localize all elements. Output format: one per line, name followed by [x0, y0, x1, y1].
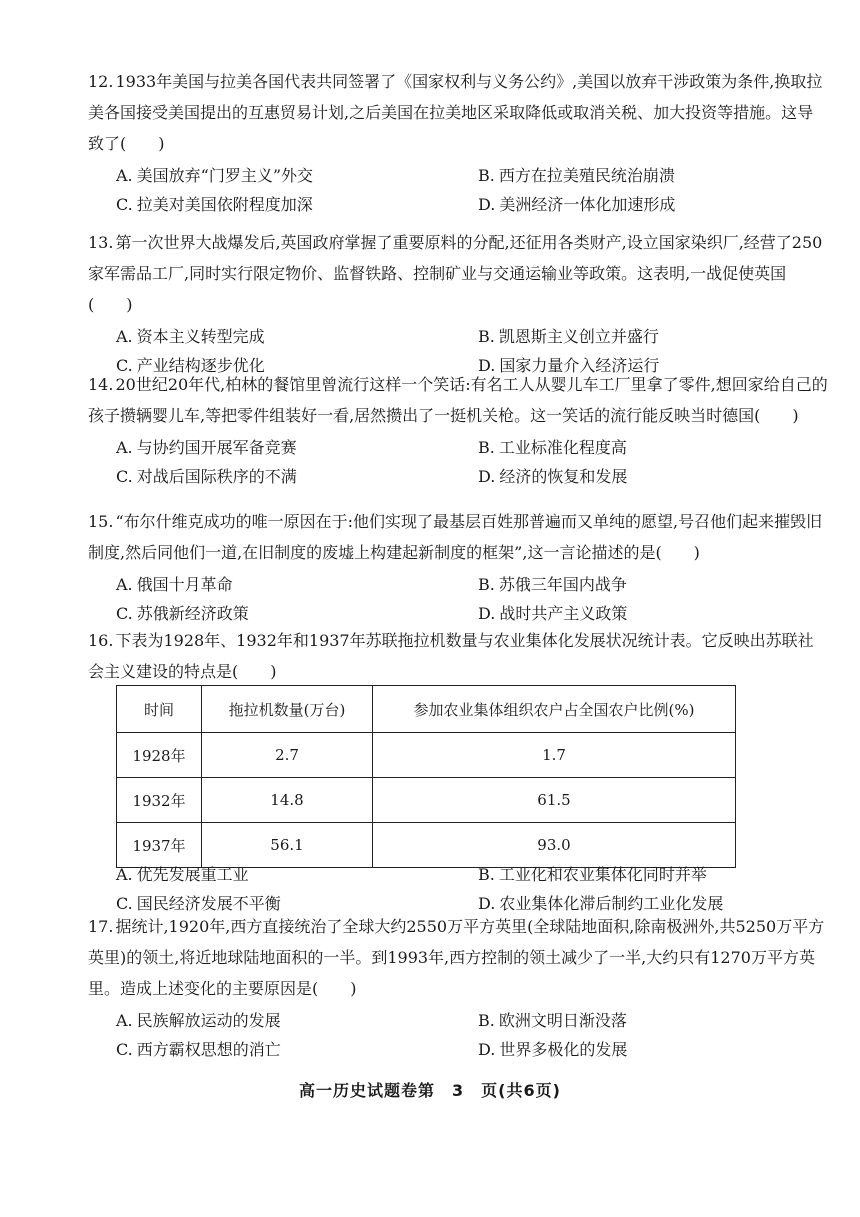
- option-b[interactable]: [450, 433, 828, 462]
- option-label: A.: [116, 438, 133, 457]
- option-text: 民族解放运动的发展: [136, 1011, 281, 1030]
- option-label: D.: [478, 894, 496, 913]
- option-text: 对战后国际秩序的不满: [136, 467, 297, 486]
- option-b[interactable]: [450, 570, 828, 599]
- option-label: B.: [478, 575, 495, 594]
- option-label: D.: [478, 195, 496, 214]
- table-cell: 1937年: [117, 823, 202, 868]
- question-stem: 20世纪20年代,柏林的餐馆里曾流行这样一个笑话:有名工人从婴儿车工厂里拿了零件,想回家给自己的孩子攒辆婴儿车,等把零件组装好一看,居然攒出了一挺机关枪。这一笑话的流行能反映当时德国( ): [88, 375, 828, 425]
- option-label: B.: [478, 166, 495, 185]
- question-stem: 1933年美国与拉美各国代表共同签署了《国家权利与义务公约》,美国以放弃干涉政策为条件,换取拉美各国接受美国提出的互惠贸易计划,之后美国在拉美地区采取降低或取消关税、加大投资等措施。这导致了( ): [88, 72, 823, 153]
- option-a[interactable]: [88, 322, 450, 351]
- option-text: 西方在拉美殖民统治崩溃: [498, 166, 675, 185]
- table-header: 拖拉机数量(万台): [202, 686, 373, 733]
- option-b[interactable]: [450, 322, 828, 351]
- option-c[interactable]: [88, 1035, 450, 1064]
- table-row: [117, 733, 736, 778]
- option-d[interactable]: [450, 462, 828, 491]
- option-text: 拉美对美国依附程度加深: [136, 195, 313, 214]
- option-text: 凯恩斯主义创立并盛行: [498, 327, 659, 346]
- question-17: [88, 911, 828, 1064]
- option-a[interactable]: [88, 161, 450, 190]
- table-cell: 61.5: [373, 778, 736, 823]
- option-label: D.: [478, 356, 496, 375]
- options: [88, 570, 828, 628]
- option-b[interactable]: [450, 860, 828, 889]
- option-label: D.: [478, 467, 496, 486]
- table-cell: 2.7: [202, 733, 373, 778]
- option-c[interactable]: [88, 599, 450, 628]
- question-13: [88, 227, 828, 380]
- option-d[interactable]: [450, 190, 828, 219]
- option-text: 美国放弃“门罗主义”外交: [136, 166, 314, 185]
- table-cell: 14.8: [202, 778, 373, 823]
- option-text: 资本主义转型完成: [136, 327, 265, 346]
- question-12: [88, 66, 828, 219]
- question-number: 12.: [88, 72, 114, 91]
- option-text: 欧洲文明日渐没落: [498, 1011, 627, 1030]
- table-header-row: [117, 686, 736, 733]
- table-header: 参加农业集体组织农户占全国农户比例(%): [373, 686, 736, 733]
- option-a[interactable]: [88, 1006, 450, 1035]
- question-stem: “布尔什维克成功的唯一原因在于:他们实现了最基层百姓那普遍而又单纯的愿望,号召他们起来摧毁旧制度,然后同他们一道,在旧制度的废墟上构建起新制度的框架”,这一言论描述的是( ): [88, 512, 823, 562]
- option-text: 与协约国开展军备竞赛: [136, 438, 297, 457]
- option-text: 工业化和农业集体化同时并举: [498, 865, 707, 884]
- option-label: A.: [116, 166, 133, 185]
- question-number: 14.: [88, 375, 114, 394]
- option-text: 优先发展重工业: [136, 865, 249, 884]
- option-text: 国民经济发展不平衡: [136, 894, 281, 913]
- option-label: C.: [116, 894, 133, 913]
- option-label: C.: [116, 604, 133, 623]
- option-text: 苏俄新经济政策: [136, 604, 249, 623]
- option-label: D.: [478, 1040, 496, 1059]
- options: [88, 161, 828, 219]
- option-a[interactable]: [88, 570, 450, 599]
- option-label: A.: [116, 575, 133, 594]
- question-14: [88, 369, 828, 491]
- option-label: C.: [116, 195, 133, 214]
- option-c[interactable]: [88, 462, 450, 491]
- question-number: 16.: [88, 631, 114, 650]
- option-label: B.: [478, 327, 495, 346]
- option-label: C.: [116, 356, 133, 375]
- statistics-table: [116, 685, 736, 868]
- option-a[interactable]: [88, 860, 450, 889]
- table-cell: 1932年: [117, 778, 202, 823]
- option-label: B.: [478, 438, 495, 457]
- option-text: 农业集体化滞后制约工业化发展: [499, 894, 724, 913]
- question-number: 15.: [88, 512, 114, 531]
- page-footer: 高一历史试题卷第 3 页(共6页): [299, 1081, 561, 1100]
- option-text: 俄国十月革命: [136, 575, 233, 594]
- table-row: [117, 778, 736, 823]
- option-label: D.: [478, 604, 496, 623]
- option-text: 世界多极化的发展: [499, 1040, 628, 1059]
- option-b[interactable]: [450, 1006, 828, 1035]
- question-16: [88, 625, 828, 687]
- table-header: 时间: [117, 686, 202, 733]
- question-stem: 据统计,1920年,西方直接统治了全球大约2550万平方英里(全球陆地面积,除南极洲外,共5250万平方英里)的领土,将近地球陆地面积的一半。到1993年,西方控制的领土减少了一半,大约只有1270万平方英里。造成上述变化的主要原因是( ): [88, 917, 825, 998]
- option-label: A.: [116, 327, 133, 346]
- option-text: 工业标准化程度高: [498, 438, 627, 457]
- question-stem: 下表为1928年、1932年和1937年苏联拖拉机数量与农业集体化发展状况统计表。它反映出苏联社会主义建设的特点是( ): [88, 631, 814, 681]
- table-cell: 1928年: [117, 733, 202, 778]
- options: [88, 860, 828, 918]
- option-b[interactable]: [450, 161, 828, 190]
- option-text: 美洲经济一体化加速形成: [499, 195, 676, 214]
- option-a[interactable]: [88, 433, 450, 462]
- option-text: 西方霸权思想的消亡: [136, 1040, 281, 1059]
- options: [88, 1006, 828, 1064]
- option-text: 战时共产主义政策: [499, 604, 628, 623]
- option-text: 国家力量介入经济运行: [499, 356, 660, 375]
- question-15: [88, 506, 828, 628]
- table-cell: 56.1: [202, 823, 373, 868]
- question-stem: 第一次世界大战爆发后,英国政府掌握了重要原料的分配,还征用各类财产,设立国家染织厂,经营了250家军需品工厂,同时实行限定物价、监督铁路、控制矿业与交通运输业等政策。这表明,一战促使英国( ): [88, 233, 823, 314]
- option-label: C.: [116, 467, 133, 486]
- option-text: 经济的恢复和发展: [499, 467, 628, 486]
- option-label: B.: [478, 865, 495, 884]
- table-cell: 93.0: [373, 823, 736, 868]
- option-label: A.: [116, 1011, 133, 1030]
- question-number: 13.: [88, 233, 114, 252]
- options: [88, 433, 828, 491]
- option-text: 产业结构逐步优化: [136, 356, 265, 375]
- option-c[interactable]: [88, 190, 450, 219]
- option-text: 苏俄三年国内战争: [498, 575, 627, 594]
- question-16-options: [88, 858, 828, 918]
- option-label: B.: [478, 1011, 495, 1030]
- option-d[interactable]: [450, 599, 828, 628]
- question-number: 17.: [88, 917, 114, 936]
- table-cell: 1.7: [373, 733, 736, 778]
- option-d[interactable]: [450, 1035, 828, 1064]
- option-label: C.: [116, 1040, 133, 1059]
- option-label: A.: [116, 865, 133, 884]
